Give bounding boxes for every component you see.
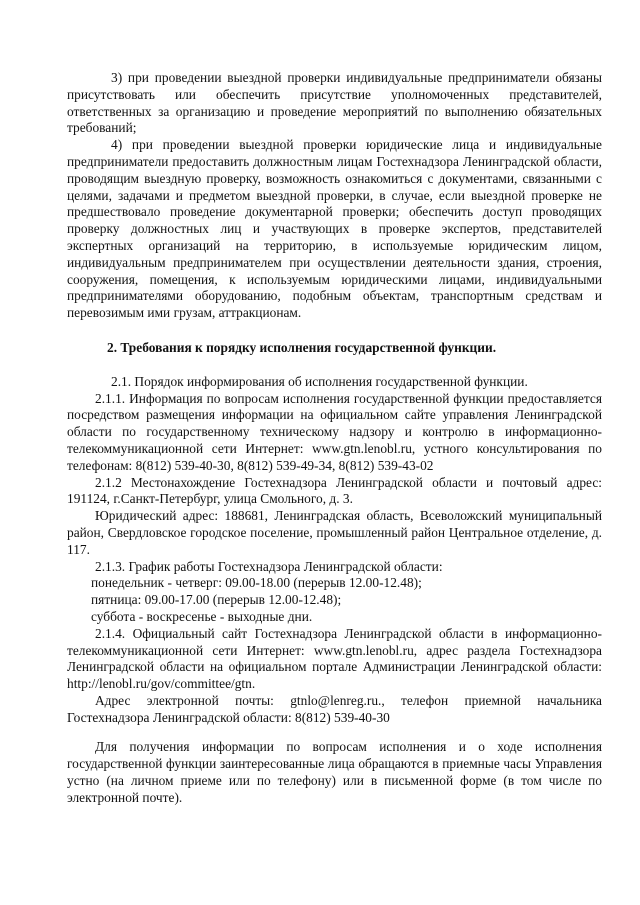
schedule-line: пятница: 09.00-17.00 (перерыв 12.00-12.48);	[91, 592, 342, 608]
paragraph-final: Для получения информации по вопросам исполнения и о ходе исполнения государственной функции заинтересованные лица обращаются в приемные часы Управления устно (на личном приеме или по телефону) или в письменной форме (в том числе по электронной почте).	[67, 739, 602, 805]
paragraph-item-4: 4) при проведении выездной проверки юридические лица и индивидуальные предприниматели предоставить должностным лицам Гостехнадзора Ленинградской области, проводящим выездную проверку, возможность ознакомиться с документами, связанными с целями, задачами и предметом выездной проверки, в случае, если выездной проверке не предшествовало проведение документарной проверки; обеспечить доступ проводящих проверку должностных лиц и участвующих в проверке экспертов, представителей экспертных организаций на территорию, в используемые юридическим лицом, индивидуальным предпринимателем при осуществлении деятельности здания, строения, сооружения, помещения, к используемым юридическими лицами, индивидуальными предпринимателями оборудованию, подобным объектам, транспортным средствам и перевозимым ими грузам, аттракционам.	[67, 137, 602, 321]
paragraph-2-1-4: 2.1.4. Официальный сайт Гостехнадзора Ленинградской области в информационно-телекоммуникационной сети Интернет: www.gtn.lenobl.ru, адрес раздела Гостехнадзора Ленинградской области на официальном портале Администрации Ленинградской области: http://lenobl.ru/gov/committee/gtn.	[67, 625, 602, 692]
paragraph-item-3: 3) при проведении выездной проверки индивидуальные предприниматели обязаны присутствовать или обеспечить присутствие уполномоченных представителей, ответственных за организацию и проведение мероприятий по выполнению обязательных требований;	[67, 70, 602, 136]
schedule-line: суббота - воскресенье - выходные дни.	[91, 608, 313, 624]
paragraph-legal-address: Юридический адрес: 188681, Ленинградская область, Всеволожский муниципальный район, Свердловское городское поселение, промышленный район Центральное отделение, д. 117.	[67, 508, 602, 557]
schedule-line: понедельник - четверг: 09.00-18.00 (перерыв 12.00-12.48);	[91, 575, 422, 591]
paragraph-2-1-2: 2.1.2 Местонахождение Гостехнадзора Ленинградской области и почтовый адрес: 191124, г.Санкт-Петербург, улица Смольного, д. 3.	[67, 474, 602, 507]
paragraph-2-1-1: 2.1.1. Информация по вопросам исполнения государственной функции предоставляется посредством размещения информации на официальном сайте управления Ленинградской области по государственному техническому надзору и контролю в информационно-телекоммуникационной сети Интернет: www.gtn.lenobl.ru, устного консультирования по телефонам: 8(812) 539-40-30, 8(812) 539-49-34, 8(812) 539-43-02	[67, 390, 602, 473]
paragraph-2-1-3: 2.1.3. График работы Гостехнадзора Ленинградской области:	[95, 558, 443, 574]
paragraph-2-1: 2.1. Порядок информирования об исполнения государственной функции.	[111, 373, 528, 389]
paragraph-email: Адрес электронной почты: gtnlo@lenreg.ru., телефон приемной начальника Гостехнадзора Ленинградской области: 8(812) 539-40-30	[67, 692, 602, 725]
section-heading: 2. Требования к порядку исполнения государственной функции.	[107, 339, 497, 355]
